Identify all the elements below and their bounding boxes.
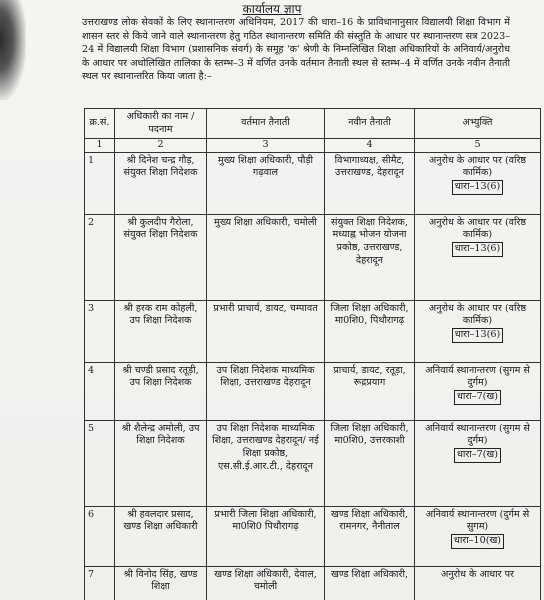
cell-sn: 7 — [85, 566, 115, 600]
remark-text: अनिवार्य स्थानान्तरण (सुगम से दुर्गम) — [425, 422, 530, 447]
remark-text: अनिवार्य स्थानान्तरण (सुगम से दुर्गम) — [425, 364, 530, 389]
cell-new-posting: संयुक्त शिक्षा निदेशक, मध्याह्न भोजन योजना प्रकोष्ठ, उत्तराखण्ड, देहरादून — [325, 214, 415, 300]
cell-new-posting: जिला शिक्षा अधिकारी, मा0शि0, पिथौरागढ़ — [325, 300, 415, 362]
table-row — [85, 420, 541, 506]
table-row — [85, 566, 541, 600]
cell-current-posting: खण्ड शिक्षा अधिकारी, देवाल, चमोली — [207, 566, 325, 600]
column-number: 5 — [415, 139, 541, 153]
column-number: 3 — [207, 139, 325, 153]
cell-sn: 1 — [85, 152, 115, 214]
table-row — [85, 362, 541, 420]
section-box: धारा–13(6) — [452, 242, 503, 257]
section-box: धारा–7(ख) — [454, 390, 501, 405]
cell-officer: श्री विनोद सिंह, खण्ड शिक्षा — [115, 566, 207, 600]
section-box: धारा–10(ख) — [451, 534, 504, 549]
remark-text: अनुरोध के आधार पर — [441, 568, 514, 580]
remark-text: अनुरोध के आधार पर (वरिष्ठ कार्मिक) — [428, 216, 527, 241]
header-new-posting: नवीन तैनाती — [325, 109, 415, 139]
cell-officer: श्री हरक राम कोहली, उप शिक्षा निदेशक — [115, 300, 207, 362]
column-number: 2 — [115, 139, 207, 153]
table-row — [85, 300, 541, 362]
cell-remarks — [415, 214, 541, 300]
cell-remarks — [415, 420, 541, 506]
column-number-row — [85, 139, 541, 153]
cell-officer: श्री हवलदार प्रसाद, खण्ड शिक्षा अधिकारी — [115, 506, 207, 566]
intro-paragraph: उत्तराखण्ड लोक सेवकों के लिए स्थानान्तरण अधिनियम, 2017 की धारा–16 के प्राविधानानुसार विद्यालयी शिक्षा विभाग में शासन स्तर से किये जाने वाले स्थानान्तरण हेतु गठित स्थानान्तरण समिति की संस्तुति के आधार पर स्थानान्तरण सत्र 2023–24 में विद्यालयी शिक्षा विभाग (प्रशासनिक संवर्ग) के समूह 'क' श्रेणी के निम्नलिखित शिक्षा अधिकारियों के अनिवार्य/अनुरोध के आधार पर अधोलिखित तालिका के स्तम्भ–3 में वर्णित उनके वर्तमान तैनाती स्थल से स्तम्भ–4 में वर्णित उनके नवीन तैनाती स्थल पर स्थानान्तरित किया जाता है:– — [82, 17, 510, 83]
cell-officer: श्री दिनेश चन्द्र गौड़, संयुक्त शिक्षा निदेशक — [115, 152, 207, 214]
cell-new-posting: विभागाध्यक्ष, सीमैट, उत्तराखण्ड, देहरादून — [325, 152, 415, 214]
header-name: अधिकारी का नाम /पदनाम — [115, 109, 207, 139]
cell-current-posting: मुख्य शिक्षा अधिकारी, चमोली — [207, 214, 325, 300]
table-row — [85, 214, 541, 300]
cell-sn: 6 — [85, 506, 115, 566]
section-box: धारा–13(6) — [452, 328, 503, 343]
cell-new-posting: खण्ड शिक्षा अधिकारी, रामनगर, नैनीताल — [325, 506, 415, 566]
cell-officer: श्री शैलेन्द्र अमोली, उप शिक्षा निदेशक — [115, 420, 207, 506]
cell-current-posting: मुख्य शिक्षा अधिकारी, पौड़ी गढ़वाल — [207, 152, 325, 214]
cell-sn: 3 — [85, 300, 115, 362]
header-sn: क्र.सं. — [85, 109, 115, 139]
cell-officer: श्री कुलदीप गैरोला, संयुक्त शिक्षा निदेशक — [115, 214, 207, 300]
cell-new-posting: जिला शिक्षा अधिकारी, मा0शि0, उत्तरकाशी — [325, 420, 415, 506]
cell-new-posting: प्राचार्य, डायट, रतूड़ा, रूद्रप्रयाग — [325, 362, 415, 420]
cell-current-posting: उप शिक्षा निदेशक माध्यमिक शिक्षा, उत्तराखण्ड देहरादून — [207, 362, 325, 420]
cell-remarks — [415, 506, 541, 566]
cell-sn: 4 — [85, 362, 115, 420]
cell-remarks — [415, 300, 541, 362]
column-number: 1 — [85, 139, 115, 153]
remark-text: अनिवार्य स्थानान्तरण (दुर्गम से सुगम) — [425, 508, 530, 533]
remark-text: अनुरोध के आधार पर (वरिष्ठ कार्मिक) — [428, 302, 527, 327]
transfer-table — [84, 108, 541, 600]
header-remarks: अभ्युक्ति — [415, 109, 541, 139]
cell-current-posting: उप शिक्षा निदेशक माध्यमिक शिक्षा, उत्तराखण्ड देहरादून/ नई शिक्षा प्रकोष्ठ, एस.सी.ई.आर.टी., देहरादून — [207, 420, 325, 506]
remark-text: अनुरोध के आधार पर (वरिष्ठ कार्मिक) — [428, 154, 527, 179]
table-row — [85, 152, 541, 214]
cell-current-posting: प्रभारी जिला शिक्षा अधिकारी, मा0शि0 पिथौरागढ़ — [207, 506, 325, 566]
section-box: धारा–7(ख) — [454, 448, 501, 463]
cell-sn: 2 — [85, 214, 115, 300]
cell-current-posting: प्रभारी प्राचार्य, डायट, चम्पावत — [207, 300, 325, 362]
document-heading: कार्यालय ज्ञाप — [242, 2, 302, 16]
cell-remarks — [415, 362, 541, 420]
column-number: 4 — [325, 139, 415, 153]
section-box: धारा–13(6) — [452, 180, 503, 195]
cell-officer: श्री चण्डी प्रसाद रतूड़ी, उप शिक्षा निदेशक — [115, 362, 207, 420]
cell-sn: 5 — [85, 420, 115, 506]
table-header-row — [85, 109, 541, 139]
header-current-posting: वर्तमान तैनाती — [207, 109, 325, 139]
cell-remarks — [415, 566, 541, 600]
table-row — [85, 506, 541, 566]
cell-remarks — [415, 152, 541, 214]
cell-new-posting: खण्ड शिक्षा अधिकारी, — [325, 566, 415, 600]
